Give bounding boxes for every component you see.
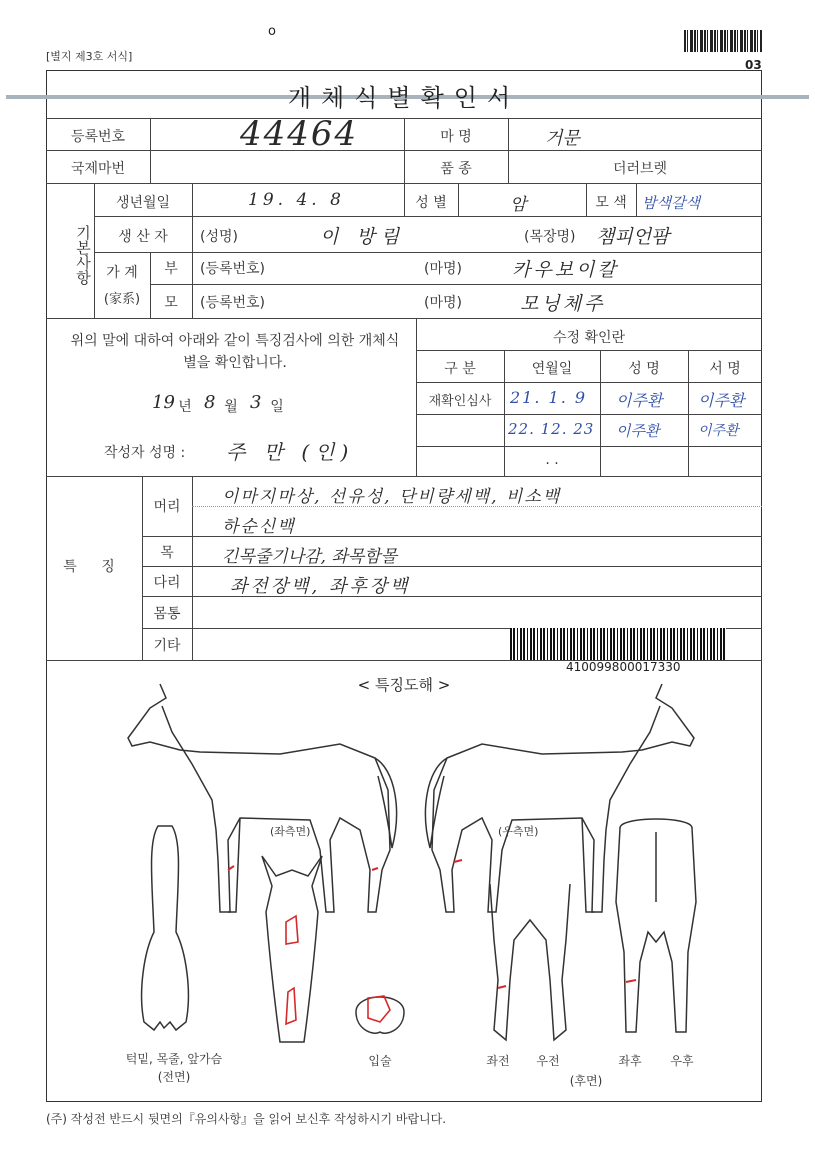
dam-name-label: (마명)	[424, 295, 462, 311]
breed-label: 품 종	[440, 161, 472, 177]
pedigree-label: 가 계	[106, 265, 138, 281]
birth-value: 19. 4. 8	[248, 190, 345, 210]
top-barcode	[684, 30, 762, 52]
row1-type: 재확인심사	[428, 394, 492, 409]
footer-note: (주) 작성전 반드시 뒷면의『유의사항』을 읽어 보신후 작성하시기 바랍니다.	[46, 1112, 447, 1126]
right-side-label: (우측면)	[498, 825, 539, 838]
head-front-drawing	[252, 852, 332, 1052]
horse-name-label: 마 명	[440, 129, 472, 145]
sex-value: 암	[510, 195, 527, 215]
sire-label: 부	[164, 261, 178, 277]
handwritten-mark: o	[268, 24, 276, 39]
form-number: [별지 제3호 서식]	[46, 50, 133, 63]
head-value-1: 이마지마상, 선유성, 단비량세백, 비소백	[222, 487, 562, 507]
breeder-label: 생 산 자	[118, 229, 168, 245]
muzzle-drawing	[350, 986, 410, 1038]
left-side-label: (좌측면)	[270, 825, 311, 838]
author-label: 작성자 성명 :	[104, 445, 186, 461]
row2-date: 22. 12. 23	[508, 420, 595, 438]
features-section-label: 특 징	[63, 559, 125, 575]
page-title: 개체식별확인서	[287, 84, 521, 112]
legs-label: 다리	[153, 575, 181, 591]
rear-caption: (후면)	[569, 1074, 603, 1088]
row3-date: . .	[545, 452, 559, 468]
row1-date: 21. 1. 9	[510, 388, 588, 407]
coat-value: 밤색갈색	[642, 194, 700, 212]
date-day: 3	[250, 392, 262, 413]
front-right-caption: 우전	[536, 1054, 560, 1068]
dam-label: 모	[164, 295, 178, 311]
front-caption-2: (전면)	[157, 1070, 191, 1084]
row1-sign: 이주환	[698, 391, 745, 410]
row2-sign: 이주환	[698, 423, 739, 439]
col-sign: 서 명	[709, 361, 741, 377]
head-value-2: 하순신백	[222, 517, 296, 537]
sire-name-label: (마명)	[424, 261, 462, 277]
horse-name-value: 거문	[545, 128, 580, 149]
legs-value: 좌전장백, 좌후장백	[230, 576, 411, 597]
basic-section-label: 기본사항	[74, 225, 92, 285]
revision-title: 수정 확인란	[552, 330, 626, 346]
reg-no-label: 등록번호	[70, 129, 126, 145]
intl-no-label: 국제마번	[70, 161, 126, 177]
neck-value: 긴목줄기나감, 좌목함몰	[222, 547, 398, 567]
col-date: 연월일	[531, 361, 573, 377]
sex-label: 성 별	[415, 195, 447, 211]
breed-value: 더러브렛	[612, 161, 668, 177]
other-label: 기타	[153, 638, 181, 654]
dam-reg-label: (등록번호)	[200, 295, 266, 311]
breeder-value: 이 방림	[320, 226, 406, 248]
row2-name: 이주환	[616, 422, 660, 440]
id-barcode	[510, 628, 726, 660]
pedigree-hanja: (家系)	[103, 292, 141, 307]
neck-label: 목	[160, 545, 174, 561]
body-label: 몸통	[153, 606, 181, 622]
rear-view-drawing	[610, 812, 702, 1048]
muzzle-caption: 입술	[368, 1054, 392, 1068]
birth-label: 생년월일	[115, 195, 171, 211]
front-caption-1: 턱밑, 목줄, 앞가슴	[125, 1052, 223, 1066]
col-name: 성 명	[628, 361, 660, 377]
day-unit: 일	[270, 399, 284, 415]
col-type: 구 분	[444, 361, 476, 377]
author-value: 주 만 (인)	[226, 440, 355, 464]
front-left-caption: 좌전	[486, 1054, 510, 1068]
front-legs-drawing	[480, 880, 580, 1050]
page-code: 03	[745, 58, 762, 72]
farm-value: 챔피언팜	[596, 226, 670, 248]
date-month: 8	[204, 392, 216, 413]
diagram-title: < 특징도해 >	[357, 676, 451, 694]
rear-right-caption: 우후	[670, 1054, 694, 1068]
breeder-name-label: (성명)	[200, 229, 238, 245]
head-label: 머리	[153, 499, 181, 515]
farm-label: (목장명)	[524, 229, 576, 245]
month-unit: 월	[224, 399, 238, 415]
year-unit: 년	[178, 399, 192, 415]
coat-label: 모 색	[595, 195, 627, 211]
front-neck-drawing	[130, 822, 200, 1042]
barcode-number: 410099800017330	[566, 660, 681, 674]
date-year: 19	[152, 392, 175, 413]
sire-reg-label: (등록번호)	[200, 261, 266, 277]
reg-no-value: 44464	[240, 114, 359, 154]
confirm-statement: 위의 말에 대하여 아래와 같이 특징검사에 의한 개체식별을 확인합니다.	[70, 333, 400, 371]
row1-name: 이주환	[616, 391, 663, 410]
dam-value: 모닝체주	[520, 293, 606, 315]
sire-value: 카우보이칼	[512, 259, 619, 281]
rear-left-caption: 좌후	[618, 1054, 642, 1068]
